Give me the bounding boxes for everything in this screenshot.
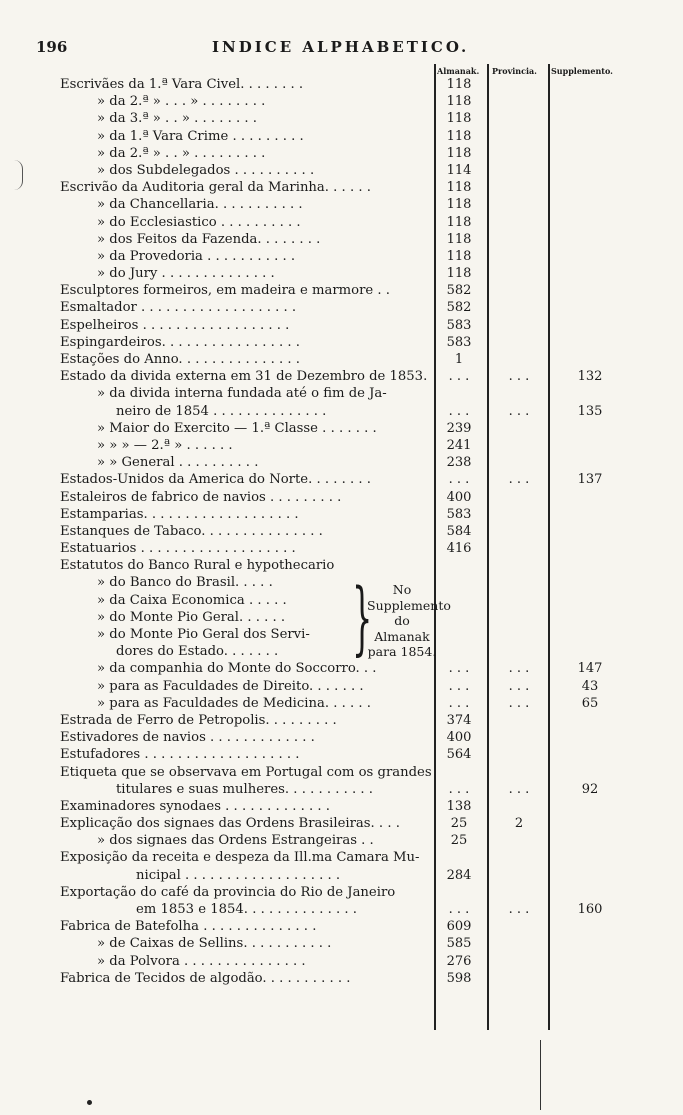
index-row — [0, 385, 683, 402]
page-ref-almanak: 583 — [446, 317, 472, 333]
page-ref-provincia: 2 — [514, 816, 524, 832]
page-ref-almanak: . . . — [448, 472, 470, 488]
index-row — [0, 832, 683, 849]
index-row — [0, 403, 683, 420]
index-row — [0, 970, 683, 987]
page-ref-almanak: 400 — [446, 730, 472, 746]
index-entry-label: Estatuarios . . . . . . . . . . . . . . . . . . . — [60, 541, 296, 557]
index-row — [0, 540, 683, 557]
page-ref-almanak: . . . — [448, 902, 470, 917]
index-entry-label: » da companhia do Monte do Soccorro. . . — [97, 661, 377, 677]
page-ref-almanak: 238 — [446, 455, 472, 471]
index-entry-label: Exposição da receita e despeza da Ill.ma Camara Mu- — [60, 850, 420, 866]
page-ref-almanak: 585 — [446, 936, 472, 952]
page-ref-almanak: 241 — [446, 437, 472, 453]
index-entry-label: Estanques de Tabaco. . . . . . . . . . . . . . . — [60, 523, 323, 539]
index-row — [0, 471, 683, 488]
index-row — [0, 849, 683, 866]
index-entry-label: Estados-Unidos da America do Norte. . . . . . . . — [60, 472, 371, 488]
index-entry-label: Estamparias. . . . . . . . . . . . . . . . . . . — [60, 506, 299, 522]
page-ref-almanak: 583 — [446, 334, 472, 350]
index-row — [0, 76, 683, 93]
index-row — [0, 145, 683, 162]
column-header-almanak: Almanak. — [437, 66, 480, 76]
index-entry-label: em 1853 e 1854. . . . . . . . . . . . . . — [136, 902, 357, 917]
page-ref-almanak: 118 — [446, 128, 472, 144]
index-row — [0, 214, 683, 231]
index-row — [0, 643, 683, 660]
page-ref-provincia: . . . — [508, 369, 530, 385]
page-ref-almanak: 400 — [446, 489, 472, 505]
page-title: INDICE ALPHABETICO. — [212, 38, 470, 56]
page-ref-almanak: 276 — [446, 953, 472, 969]
index-entries — [0, 76, 683, 987]
page-ref-supplemento: 147 — [577, 661, 603, 677]
index-row — [0, 918, 683, 935]
index-entry-label: » do Monte Pio Geral. . . . . . — [97, 609, 286, 625]
index-row — [0, 248, 683, 265]
index-row — [0, 506, 683, 523]
index-entry-label: Fabrica de Batefolha . . . . . . . . . . . . . . — [60, 919, 317, 935]
page-ref-almanak: . . . — [448, 661, 470, 677]
index-entry-label: » da 1.ª Vara Crime . . . . . . . . . — [97, 128, 304, 144]
page-ref-almanak: 25 — [450, 816, 468, 832]
page-ref-supplemento: 135 — [577, 403, 603, 419]
index-row — [0, 128, 683, 145]
index-row — [0, 523, 683, 540]
page-ref-almanak: . . . — [448, 678, 470, 694]
page-ref-supplemento: 137 — [577, 472, 603, 488]
page-ref-supplemento: 65 — [581, 695, 599, 711]
index-entry-label: » da Caixa Economica . . . . . — [97, 592, 287, 608]
index-entry-label: Espingardeiros. . . . . . . . . . . . . . . . . — [60, 334, 300, 350]
page-number: 196 — [36, 38, 68, 56]
page-ref-almanak: . . . — [448, 369, 470, 385]
index-row — [0, 867, 683, 884]
index-entry-label: dores do Estado. . . . . . . — [116, 644, 279, 660]
index-entry-label: » da Polvora . . . . . . . . . . . . . . . — [97, 953, 306, 969]
page-ref-almanak: 284 — [446, 867, 472, 883]
page-ref-almanak: 118 — [446, 180, 472, 196]
index-row — [0, 454, 683, 471]
index-entry-label: » » » — 2.ª » . . . . . . — [97, 437, 233, 453]
index-row — [0, 110, 683, 127]
index-entry-label: Fabrica de Tecidos de algodão. . . . . . . . . . . — [60, 970, 351, 986]
index-entry-label: Esculptores formeiros, em madeira e marmore . . — [60, 283, 390, 299]
index-entry-label: » para as Faculdades de Direito. . . . . . . — [97, 678, 364, 694]
index-row — [0, 798, 683, 815]
page-ref-almanak: 564 — [446, 747, 472, 763]
index-entry-label: Escrivães da 1.ª Vara Civel. . . . . . . . — [60, 77, 304, 92]
page-ref-almanak: 1 — [454, 352, 464, 367]
ink-dot — [87, 1100, 92, 1105]
index-row — [0, 592, 683, 609]
index-row — [0, 712, 683, 729]
page-ref-almanak: 118 — [446, 231, 472, 247]
index-row — [0, 609, 683, 626]
page-ref-almanak: 416 — [446, 541, 472, 557]
index-row — [0, 282, 683, 299]
index-entry-label: Exportação do café da provincia do Rio de Janeiro — [60, 884, 396, 900]
index-entry-label: » da Chancellaria. . . . . . . . . . . — [97, 197, 303, 213]
brace-icon: } — [352, 571, 373, 664]
page-ref-almanak: 25 — [450, 833, 468, 849]
supplement-note-text: No Supplemento do Almanak para 1854. — [367, 582, 451, 659]
index-entry-label: nicipal . . . . . . . . . . . . . . . . . . . — [136, 867, 341, 883]
index-row — [0, 884, 683, 901]
index-entry-label: » dos signaes das Ordens Estrangeiras . . — [97, 833, 374, 849]
index-row — [0, 265, 683, 282]
index-entry-label: » do Monte Pio Geral dos Servi- — [97, 627, 310, 642]
index-entry-label: Estaleiros de fabrico de navios . . . . . . . . . — [60, 489, 342, 505]
index-entry-label: Estivadores de navios . . . . . . . . . . . . . — [60, 730, 315, 746]
page-ref-almanak: 239 — [446, 420, 472, 436]
page-ref-supplemento: 43 — [581, 678, 599, 694]
margin-mark — [14, 160, 23, 190]
index-row — [0, 626, 683, 643]
index-entry-label: Escrivão da Auditoria geral da Marinha. . . . . . — [60, 180, 371, 196]
page-ref-almanak: 584 — [446, 523, 472, 539]
page-ref-almanak: 374 — [446, 712, 472, 728]
supplement-note — [352, 571, 451, 664]
index-entry-label: » da 2.ª » . . . » . . . . . . . . — [97, 94, 266, 110]
index-row — [0, 351, 683, 368]
page-ref-almanak: 118 — [446, 145, 472, 161]
index-row — [0, 179, 683, 196]
index-row — [0, 815, 683, 832]
index-row — [0, 196, 683, 213]
index-row — [0, 935, 683, 952]
page-ref-almanak: 582 — [446, 283, 472, 299]
index-row — [0, 574, 683, 591]
index-entry-label: » dos Subdelegados . . . . . . . . . . — [97, 162, 315, 178]
index-row — [0, 93, 683, 110]
index-row — [0, 437, 683, 454]
index-row — [0, 764, 683, 781]
index-entry-label: » da divida interna fundada até o fim de Ja- — [97, 386, 387, 402]
index-entry-label: » de Caixas de Sellins. . . . . . . . . . . — [97, 936, 332, 952]
page-ref-almanak: 582 — [446, 300, 472, 316]
page-ref-almanak: . . . — [448, 695, 470, 711]
page-ref-supplemento: 132 — [577, 369, 603, 385]
page-ref-provincia: . . . — [508, 661, 530, 677]
page-ref-supplemento: 160 — [577, 902, 603, 917]
index-entry-label: Estado da divida externa em 31 de Dezembro de 1853. — [60, 369, 428, 385]
index-entry-label: » para as Faculdades de Medicina. . . . . . — [97, 695, 371, 711]
page-ref-provincia: . . . — [508, 781, 530, 797]
index-row — [0, 729, 683, 746]
page-ref-provincia: . . . — [508, 695, 530, 711]
index-entry-label: » da 2.ª » . . » . . . . . . . . . — [97, 145, 266, 161]
index-entry-label: Estatutos do Banco Rural e hypothecario — [60, 558, 335, 574]
index-row — [0, 420, 683, 437]
page-ref-almanak: 138 — [446, 798, 472, 814]
index-row — [0, 299, 683, 316]
page-ref-supplemento: 92 — [581, 781, 599, 797]
index-entry-label: » do Jury . . . . . . . . . . . . . . — [97, 266, 275, 282]
index-entry-label: » do Ecclesiastico . . . . . . . . . . — [97, 214, 301, 230]
page-ref-almanak: 583 — [446, 506, 472, 522]
index-entry-label: Estações do Anno. . . . . . . . . . . . . . . — [60, 352, 301, 367]
index-entry-label: » Maior do Exercito — 1.ª Classe . . . . . . . — [97, 420, 377, 436]
index-row — [0, 746, 683, 763]
page-ref-almanak: 118 — [446, 214, 472, 230]
index-entry-label: Esmaltador . . . . . . . . . . . . . . . . . . . — [60, 300, 297, 316]
index-row — [0, 489, 683, 506]
index-entry-label: Estrada de Ferro de Petropolis. . . . . . . . . — [60, 712, 337, 728]
index-row — [0, 231, 683, 248]
page-ref-provincia: . . . — [508, 678, 530, 694]
index-row — [0, 317, 683, 334]
page-ref-provincia: . . . — [508, 902, 530, 917]
page-ref-almanak: 118 — [446, 197, 472, 213]
index-row — [0, 953, 683, 970]
index-row — [0, 901, 683, 918]
index-entry-label: Estufadores . . . . . . . . . . . . . . . . . . . — [60, 747, 300, 763]
index-row — [0, 368, 683, 385]
index-entry-label: neiro de 1854 . . . . . . . . . . . . . . — [116, 403, 327, 419]
page-ref-provincia: . . . — [508, 472, 530, 488]
page-ref-provincia: . . . — [508, 403, 530, 419]
page-ref-almanak: 118 — [446, 248, 472, 264]
index-row — [0, 162, 683, 179]
index-entry-label: » » General . . . . . . . . . . — [97, 455, 259, 471]
index-entry-label: » dos Feitos da Fazenda. . . . . . . . — [97, 231, 321, 247]
page-ref-almanak: . . . — [448, 781, 470, 797]
page-ref-almanak: 609 — [446, 919, 472, 935]
page-ref-almanak: 118 — [446, 94, 472, 110]
column-header-provincia: Provincia. — [492, 66, 537, 76]
index-entry-label: Etiqueta que se observava em Portugal com os grandes — [60, 764, 432, 780]
index-entry-label: titulares e suas mulheres. . . . . . . . . . . — [116, 781, 373, 797]
page-ref-almanak: 598 — [446, 970, 472, 986]
index-entry-label: Espelheiros . . . . . . . . . . . . . . . . . . — [60, 317, 290, 333]
index-row — [0, 557, 683, 574]
index-row — [0, 678, 683, 695]
page-ref-almanak: 114 — [446, 162, 472, 178]
index-entry-label: » da Provedoria . . . . . . . . . . . — [97, 248, 296, 264]
margin-stroke — [540, 1040, 541, 1110]
page-ref-almanak: . . . — [448, 403, 470, 419]
index-row — [0, 334, 683, 351]
page-ref-almanak: 118 — [446, 111, 472, 127]
index-entry-label: Explicação dos signaes das Ordens Brasileiras. . . . — [60, 816, 400, 832]
index-entry-label: » do Banco do Brasil. . . . . — [97, 575, 273, 591]
index-row — [0, 781, 683, 798]
index-entry-label: » da 3.ª » . . » . . . . . . . . — [97, 111, 257, 127]
index-row — [0, 695, 683, 712]
page-ref-almanak: 118 — [446, 266, 472, 282]
index-entry-label: Examinadores synodaes . . . . . . . . . . . . . — [60, 798, 330, 814]
index-row — [0, 660, 683, 677]
page-ref-almanak: 118 — [446, 77, 472, 92]
column-header-supplemento: Supplemento. — [551, 66, 613, 76]
